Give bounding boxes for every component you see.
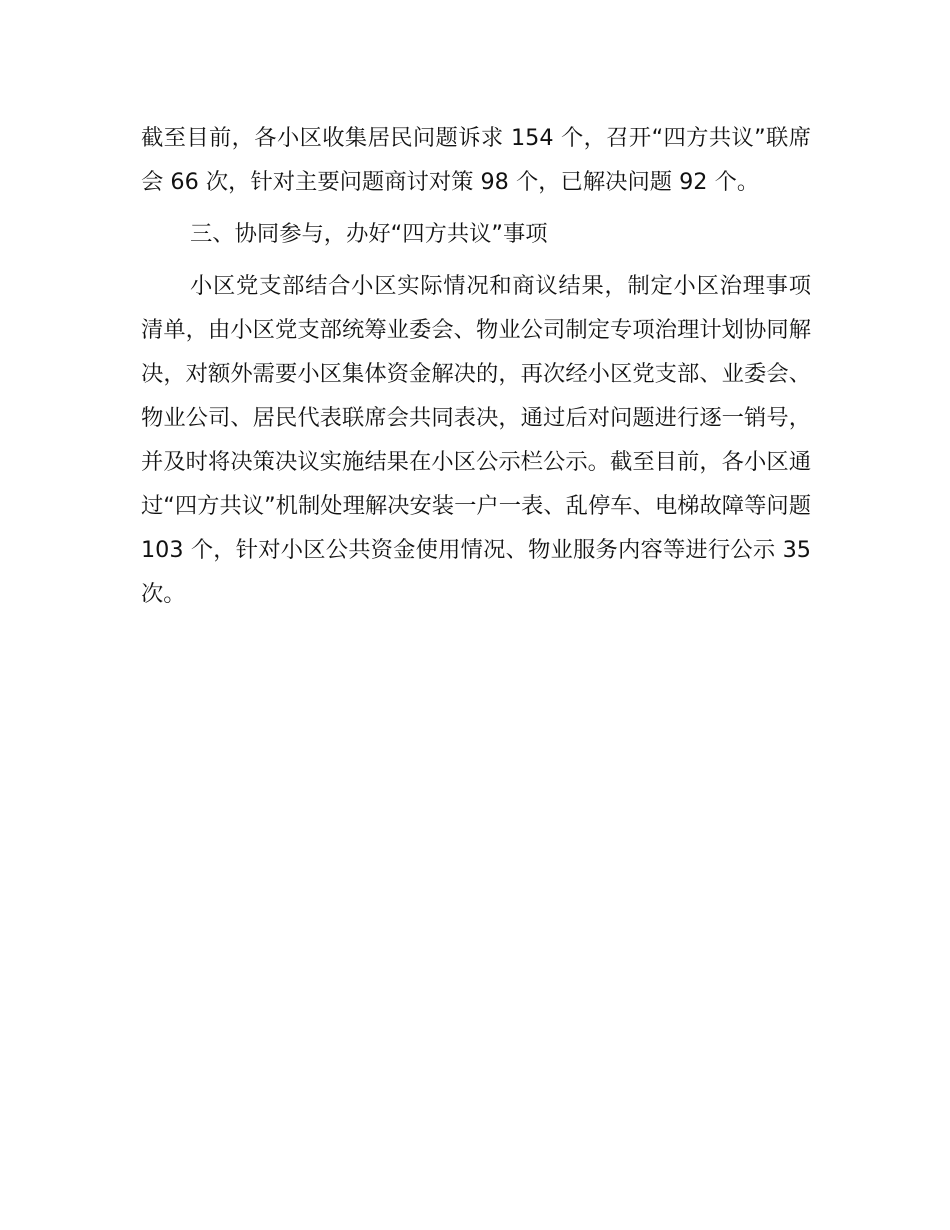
section-heading-three: 三、协同参与，办好“四方共议”事项: [190, 221, 548, 247]
paragraph-results-summary: 截至目前，各小区收集居民问题诉求 154 个，召开“四方共议”联席会 66 次，针对主要问题商讨对策 98 个，已解决问题 92 个。: [141, 125, 811, 195]
paragraph-coordination: 小区党支部结合小区实际情况和商议结果，制定小区治理事项清单，由小区党支部统筹业委会、物业公司制定专项治理计划协同解决，对额外需要小区集体资金解决的，再次经小区党支部、业委会、物业公司、居民代表联席会共同表决，通过后对问题进行逐一销号，并及时将决策决议实施结果在小区公示栏公示。截至目前，各小区通过“四方共议”机制处理解决安装一户一表、乱停车、电梯故障等问题 103 个，针对小区公共资金使用情况、物业服务内容等进行公示 35 次。: [141, 273, 811, 607]
document-body: [141, 116, 811, 624]
